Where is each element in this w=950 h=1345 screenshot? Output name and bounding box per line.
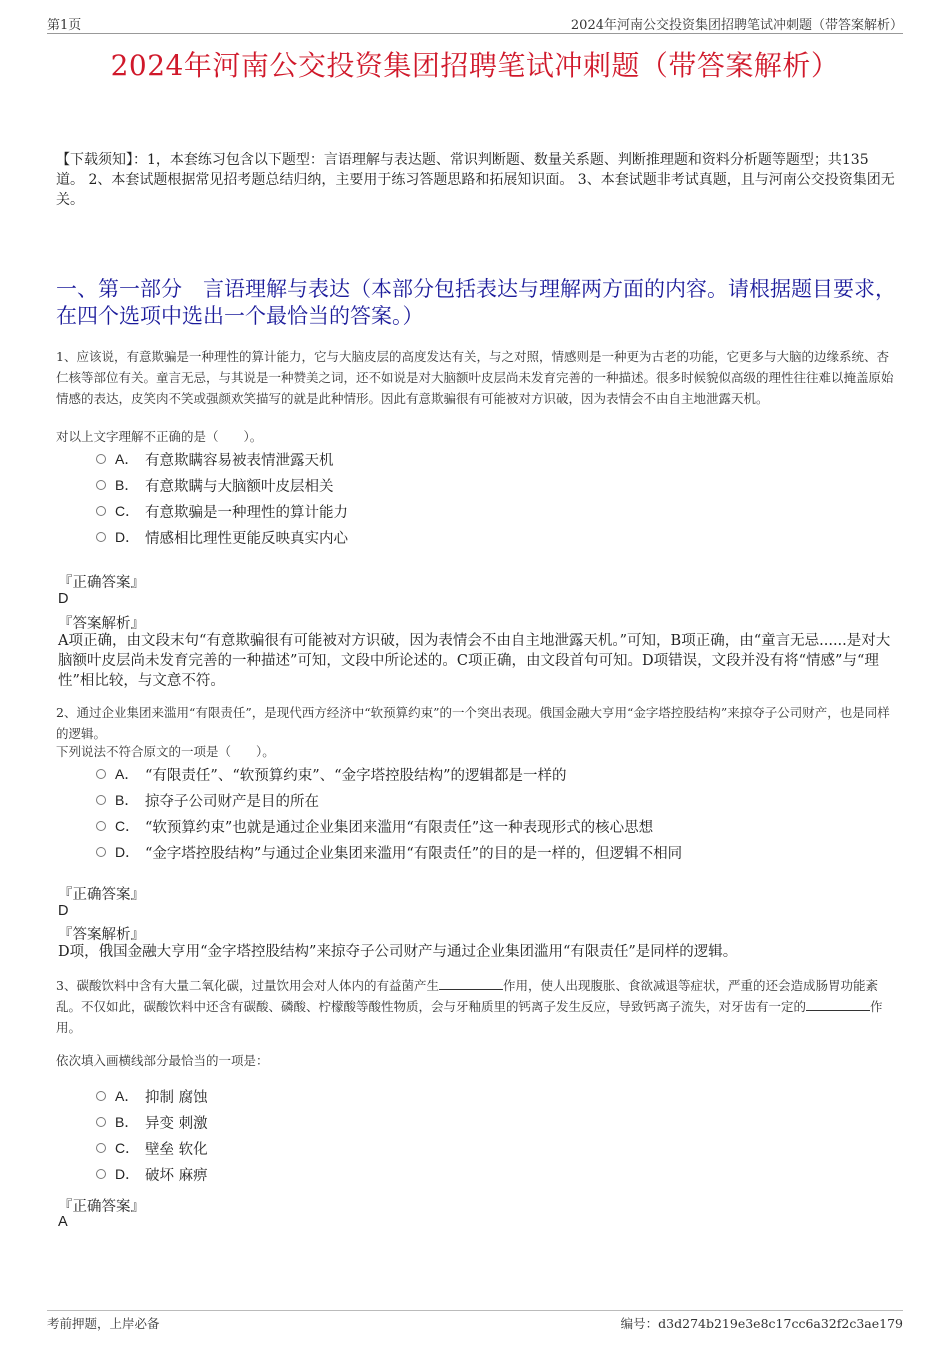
- question-3-stem: [56, 975, 896, 1038]
- radio-icon[interactable]: [96, 795, 106, 805]
- option-text: “软预算约束”也就是通过企业集团来滥用“有限责任”这一种表现形式的核心思想: [145, 819, 654, 836]
- radio-icon[interactable]: [96, 769, 106, 779]
- option-letter: A．: [115, 1088, 139, 1104]
- header-divider: [47, 33, 903, 34]
- option-text: “金字塔控股结构”与通过企业集团来滥用“有限责任”的目的是一样的，但逻辑不相同: [145, 845, 683, 862]
- stem-part: 作用。: [56, 999, 883, 1035]
- download-note: 【下载须知】：1，本套练习包含以下题型：言语理解与表达题、常识判断题、数量关系题、判断推理题和资料分析题等题型；共135道。 2、本套试题根据常见招考题总结归纳，主要用于练习答题思路和拓展知识面。 3、本套试题非考试真题，且与河南公交投资集团无关。: [56, 152, 895, 208]
- question-3-options: [96, 1083, 896, 1187]
- radio-icon[interactable]: [96, 1091, 106, 1101]
- radio-icon[interactable]: [96, 821, 106, 831]
- fill-blank: [806, 998, 870, 1011]
- analysis-text: A项正确，由文段末句“有意欺骗很有可能被对方识破，因为表情会不由自主地泄露天机。”可知，B项正确，由“童言无忌......是对大脑额叶皮层尚未发育完善的一种描述”可知，文段中所论述的。C项正确，由文段首句可知。D项错误，文段并没有将“情感”与“理性”相比较，与文意不符。: [58, 633, 891, 689]
- header-doc-title: 2024年河南公交投资集团招聘笔试冲刺题（带答案解析）: [570, 18, 903, 33]
- radio-icon[interactable]: [96, 454, 106, 464]
- radio-icon[interactable]: [96, 480, 106, 490]
- option-text: 抑制 腐蚀: [145, 1089, 208, 1106]
- analysis-label: 『答案解析』: [58, 927, 145, 943]
- stem-part: 3、碳酸饮料中含有大量二氧化碳，过量饮用会对人体内的有益菌产生: [56, 978, 439, 993]
- option-c[interactable]: [96, 813, 896, 839]
- option-letter: B．: [115, 477, 139, 493]
- option-text: “有限责任”、“软预算约束”、“金字塔控股结构”的逻辑都是一样的: [145, 767, 567, 784]
- option-a[interactable]: [96, 446, 896, 472]
- question-2-options: [96, 761, 896, 865]
- radio-icon[interactable]: [96, 1169, 106, 1179]
- option-text: 壁垒 软化: [145, 1141, 208, 1158]
- answer-label: 『正确答案』: [58, 575, 145, 591]
- footer-serial: 编号：d3d274b219e3e8c17cc6a32f2c3ae179: [620, 1316, 903, 1331]
- option-b[interactable]: [96, 787, 896, 813]
- option-text: 有意欺瞒容易被表情泄露天机: [145, 452, 334, 469]
- option-letter: D．: [115, 844, 140, 860]
- option-letter: C．: [115, 1140, 140, 1156]
- question-2-prompt: 下列说法不符合原文的一项是（ ）。: [56, 744, 275, 759]
- radio-icon[interactable]: [96, 1117, 106, 1127]
- footer-divider: [47, 1310, 903, 1311]
- radio-icon[interactable]: [96, 506, 106, 516]
- option-text: 情感相比理性更能反映真实内心: [145, 530, 348, 547]
- option-text: 掠夺子公司财产是目的所在: [145, 793, 319, 810]
- page-number: 第1页: [47, 18, 82, 33]
- footer-slogan: 考前押题，上岸必备: [47, 1316, 160, 1331]
- answer-value: D: [58, 591, 69, 607]
- option-c[interactable]: [96, 498, 896, 524]
- option-letter: C．: [115, 503, 140, 519]
- option-text: 有意欺瞒与大脑额叶皮层相关: [145, 478, 334, 495]
- option-b[interactable]: [96, 472, 896, 498]
- fill-blank: [439, 977, 503, 990]
- option-d[interactable]: [96, 839, 896, 865]
- analysis-text: D项，俄国金融大亨用“金字塔控股结构”来掠夺子公司财产与通过企业集团滥用“有限责任”是同样的逻辑。: [58, 944, 738, 960]
- option-letter: B．: [115, 792, 139, 808]
- page-title: 2024年河南公交投资集团招聘笔试冲刺题（带答案解析）: [110, 49, 840, 82]
- option-c[interactable]: [96, 1135, 896, 1161]
- question-1-stem: 1、应该说，有意欺骗是一种理性的算计能力，它与大脑皮层的高度发达有关，与之对照，情感则是一种更为古老的功能，它更多与大脑的边缘系统、杏仁核等部位有关。童言无忌，与其说是一种赞美之词，还不如说是对大脑额叶皮层尚未发育完善的一种描述。很多时候貌似高级的理性往往难以掩盖原始情感的表达，皮笑肉不笑或强颜欢笑描写的就是此种情形。因此有意欺骗很有可能被对方识破，因为表情会不由自主地泄露天机。: [56, 349, 894, 406]
- section-title: 一、第一部分 言语理解与表达（本部分包括表达与理解两方面的内容。请根据题目要求，在四个选项中选出一个最恰当的答案。）: [56, 277, 896, 328]
- radio-icon[interactable]: [96, 532, 106, 542]
- option-letter: B．: [115, 1114, 139, 1130]
- radio-icon[interactable]: [96, 1143, 106, 1153]
- option-b[interactable]: [96, 1109, 896, 1135]
- option-letter: A．: [115, 766, 139, 782]
- option-d[interactable]: [96, 1161, 896, 1187]
- option-text: 破坏 麻痹: [145, 1167, 208, 1184]
- radio-icon[interactable]: [96, 847, 106, 857]
- option-letter: D．: [115, 529, 140, 545]
- option-a[interactable]: [96, 1083, 896, 1109]
- question-1-options: [96, 446, 896, 550]
- option-letter: C．: [115, 818, 140, 834]
- answer-label: 『正确答案』: [58, 1199, 145, 1215]
- question-3-prompt: 依次填入画横线部分最恰当的一项是：: [56, 1053, 269, 1068]
- option-letter: D．: [115, 1166, 140, 1182]
- option-text: 异变 刺激: [145, 1115, 208, 1132]
- option-letter: A．: [115, 451, 139, 467]
- option-d[interactable]: [96, 524, 896, 550]
- answer-label: 『正确答案』: [58, 887, 145, 903]
- option-a[interactable]: [96, 761, 896, 787]
- answer-value: A: [58, 1214, 68, 1230]
- question-1-prompt: 对以上文字理解不正确的是（ ）。: [56, 429, 263, 444]
- answer-value: D: [58, 903, 69, 919]
- option-text: 有意欺骗是一种理性的算计能力: [145, 504, 348, 521]
- question-2-stem: 2、通过企业集团来滥用“有限责任”，是现代西方经济中“软预算约束”的一个突出表现。俄国金融大亨用“金字塔控股结构”来掠夺子公司财产，也是同样的逻辑。: [56, 705, 890, 741]
- analysis-label: 『答案解析』: [58, 616, 145, 632]
- stem-part: 作用，使人出现腹胀、食欲减退等症状，严重的还会造成肠胃功能紊乱。不仅如此，碳酸饮料中还含有碳酸、磷酸、柠檬酸等酸性物质，会与牙釉质里的钙离子发生反应，导致钙离子流失，对牙齿有一定的: [56, 978, 878, 1014]
